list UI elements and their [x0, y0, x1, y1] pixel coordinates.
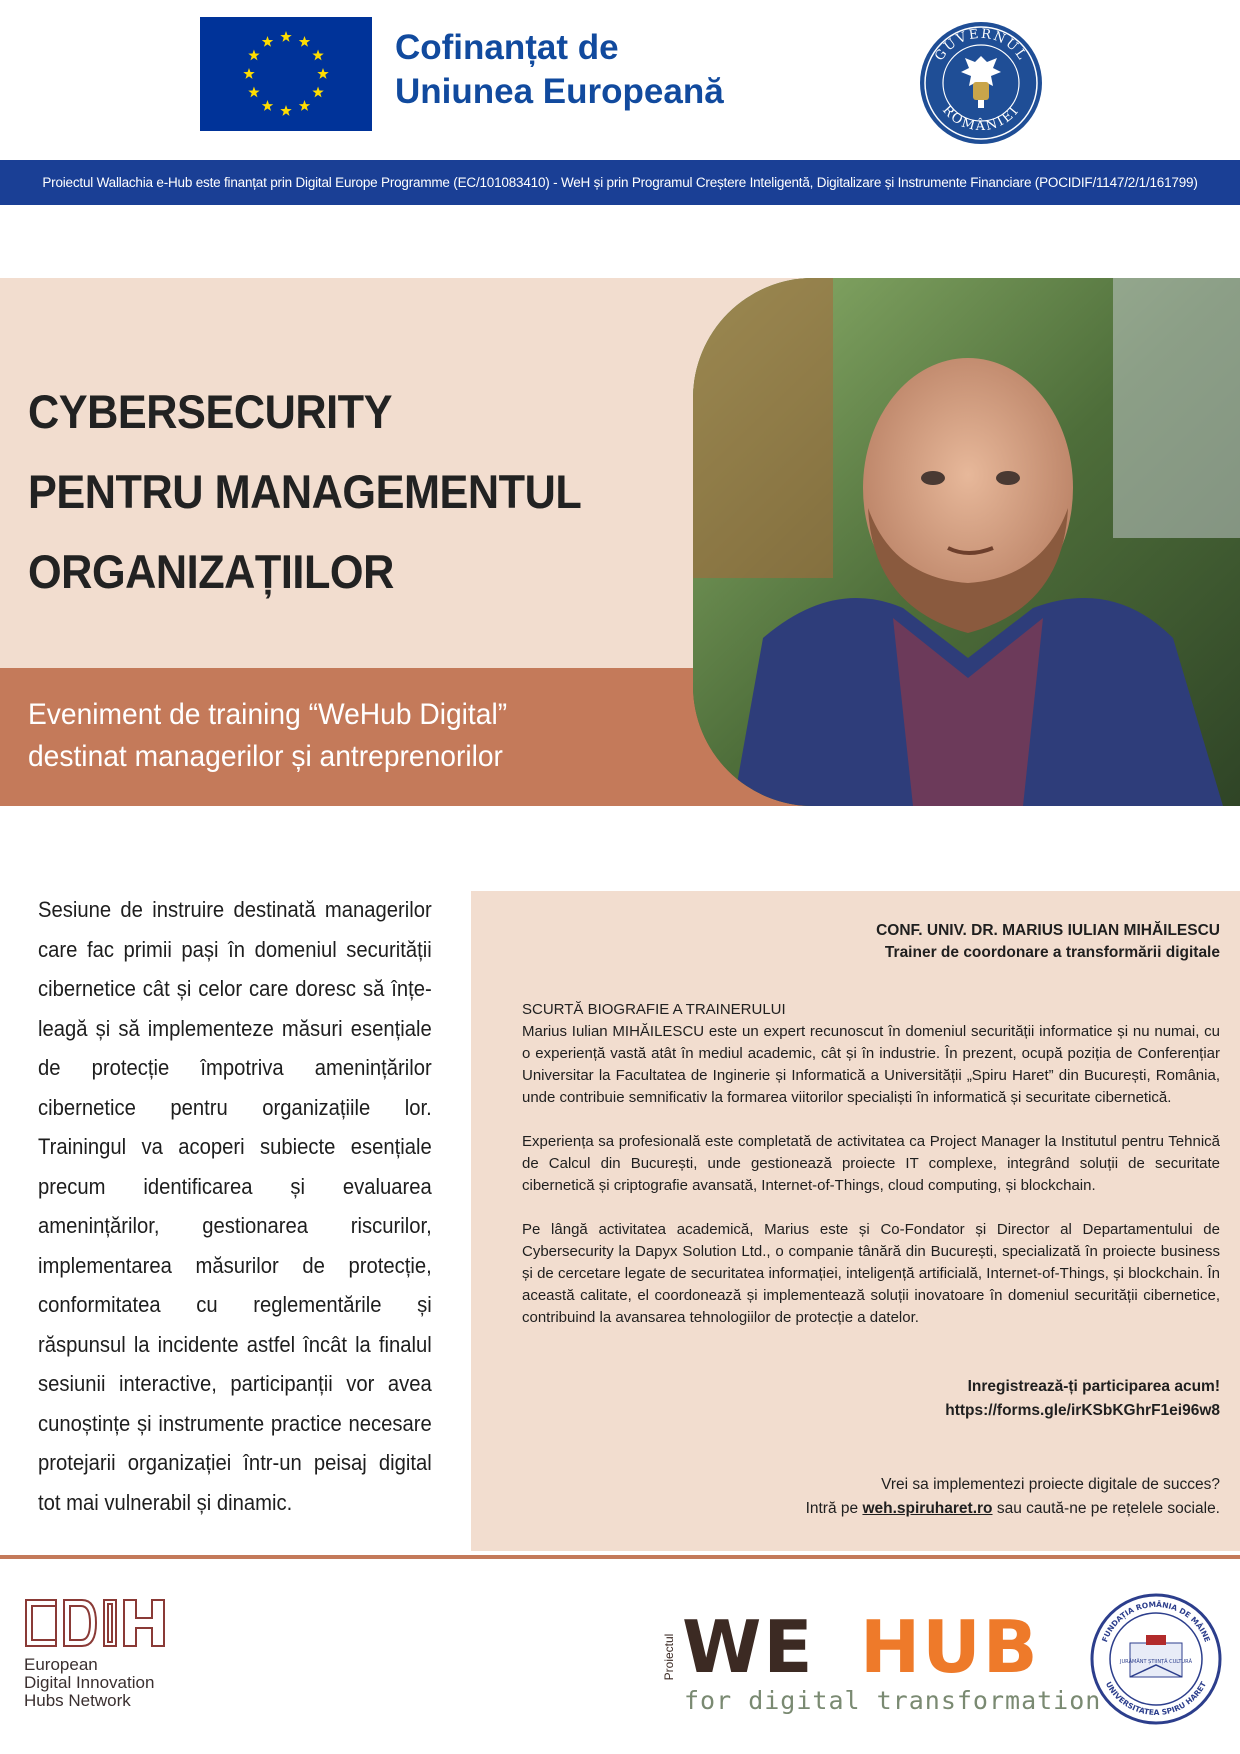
- edih-mark-icon: [24, 1596, 174, 1652]
- title-line1: CYBERSECURITY: [28, 385, 393, 438]
- registration-label: Inregistrează-ți participarea acum!: [967, 1378, 1220, 1395]
- registration-link[interactable]: https://forms.gle/irKSbKGhrF1ei96w8: [945, 1402, 1220, 1419]
- edih-logo: [24, 1596, 194, 1726]
- wehub-prefix: Proiectul: [662, 1633, 676, 1681]
- event-subtitle: [28, 694, 507, 778]
- registration-cta: [945, 1375, 1220, 1423]
- closing-suffix: sau caută-ne pe rețelele sociale.: [992, 1500, 1220, 1517]
- page-title: [28, 372, 581, 612]
- eu-cofinanced-title: [395, 26, 724, 114]
- fundatia-seal-top-text: FUNDAȚIA ROMÂNIA DE MÂINE: [1100, 1599, 1212, 1644]
- website-link[interactable]: weh.spiruharet.ro: [862, 1500, 993, 1517]
- closing-text: [806, 1473, 1220, 1521]
- closing-line2: [806, 1497, 1220, 1521]
- wehub-hub: HUB: [860, 1605, 1040, 1689]
- trainer-bio: [522, 999, 1220, 1351]
- trainer-role: Trainer de coordonare a transformării digitale: [884, 944, 1220, 961]
- gov-seal-bottom-text: ROMÂNIEI: [939, 102, 1023, 135]
- eu-stars-icon: [200, 17, 372, 131]
- bio-paragraph-3: Pe lângă activitatea academică, Marius este și Co-Fondator și Director al Departamentului de Cybersecurity la Dapyx Solution Ltd., o companie tânără din București, specializată în proiecte business și de cercetare legate de securitatea informației, inteligență artificială, Internet-of-Things, și blockchain. În această calitate, el coordonează și implementează soluții inovatoare în domeniul securității cibernetice, contribuind la avansarea tehnologiilor de protecție a datelor.: [522, 1221, 1220, 1326]
- eu-title-line1: Cofinanțat de: [395, 28, 619, 67]
- trainer-photo: [693, 278, 1240, 806]
- session-description: Sesiune de instruire destinată managerilor care fac primii pași în domeniul securității cibernetice cât și celor care doresc să înțeleagă și să implementeze măsuri esențiale de protecție împotriva amenințărilor cibernetice pentru organizațiile lor. Trainingul va acoperi subiecte esențiale precum identificarea și evaluarea amenințărilor, gestionarea riscurilor, implementarea măsurilor de protecție, conformitatea cu reglementările și răspunsul la incidente astfel încât la finalul sesiunii interactive, participanții vor avea cunoștințe și instrumente practice necesare protejarii organizației într-un peisaj digital tot mai vulnerabil și dinamic.: [38, 897, 432, 1515]
- subtitle-line2: destinat managerilor și antreprenorilor: [28, 740, 503, 773]
- wehub-we: WE: [682, 1605, 815, 1689]
- fundatia-seal-bottom-text: UNIVERSITATEA SPIRU HARET: [1103, 1680, 1209, 1718]
- eu-title-line2: Uniunea Europeană: [395, 72, 724, 111]
- edih-line2: Digital Innovation: [24, 1673, 155, 1692]
- eu-flag-icon: [200, 17, 372, 131]
- funding-banner: Proiectul Wallachia e-Hub este finanțat prin Digital Europe Programme (EC/101083410) - WeH și prin Programul Creștere Inteligentă, Digitalizare și Instrumente Financiare (POCIDIF/1147/2/1/161799): [0, 160, 1240, 205]
- footer-divider: [0, 1555, 1240, 1559]
- edih-line1: European: [24, 1655, 98, 1674]
- title-line2: PENTRU MANAGEMENTUL: [28, 465, 582, 518]
- fundatia-romania-de-maine-seal-icon: [1090, 1593, 1222, 1725]
- fundatia-seal-center-text: JURĂMÂNT ȘTIINȚĂ CULTURĂ: [1120, 1659, 1192, 1665]
- title-line3: ORGANIZAȚIILOR: [28, 545, 394, 598]
- edih-line3: Hubs Network: [24, 1691, 131, 1710]
- wehub-tagline: for digital transformation: [684, 1686, 1102, 1715]
- trainer-name: CONF. UNIV. DR. MARIUS IULIAN MIHĂILESCU: [876, 922, 1220, 939]
- bio-paragraph-1: Marius Iulian MIHĂILESCU este un expert recunoscut în domeniul securității informatice și nu numai, cu o experiență vastă atât în mediul academic, cât și în industrie. În prezent, ocupă poziția de Conferențiar Universitar la Facultatea de Inginerie și Informatică a Universității „Spiru Haret” din București, România, unde contribuie semnificativ la formarea viitorilor specialiști în informatică și securitate cibernetică.: [522, 1023, 1220, 1106]
- bio-paragraph-2: Experiența sa profesională este completată de activitatea ca Project Manager la Institutul pentru Tehnică de Calcul din București, unde gestionează proiecte IT complexe, integrând soluții de securitate cibernetică și criptografie avansată, Internet-of-Things, cloud computing, și blockchain.: [522, 1133, 1220, 1194]
- wehub-logo: [660, 1600, 1102, 1740]
- bio-heading: SCURTĂ BIOGRAFIE A TRAINERULUI: [522, 1001, 786, 1018]
- gov-seal-top-text: GUVERNUL: [932, 26, 1030, 64]
- guvernul-romaniei-seal-icon: [918, 20, 1044, 146]
- subtitle-line1: Eveniment de training “WeHub Digital”: [28, 698, 508, 731]
- closing-line1: Vrei sa implementezi proiecte digitale de succes?: [881, 1476, 1220, 1493]
- closing-prefix: Intră pe: [805, 1500, 863, 1517]
